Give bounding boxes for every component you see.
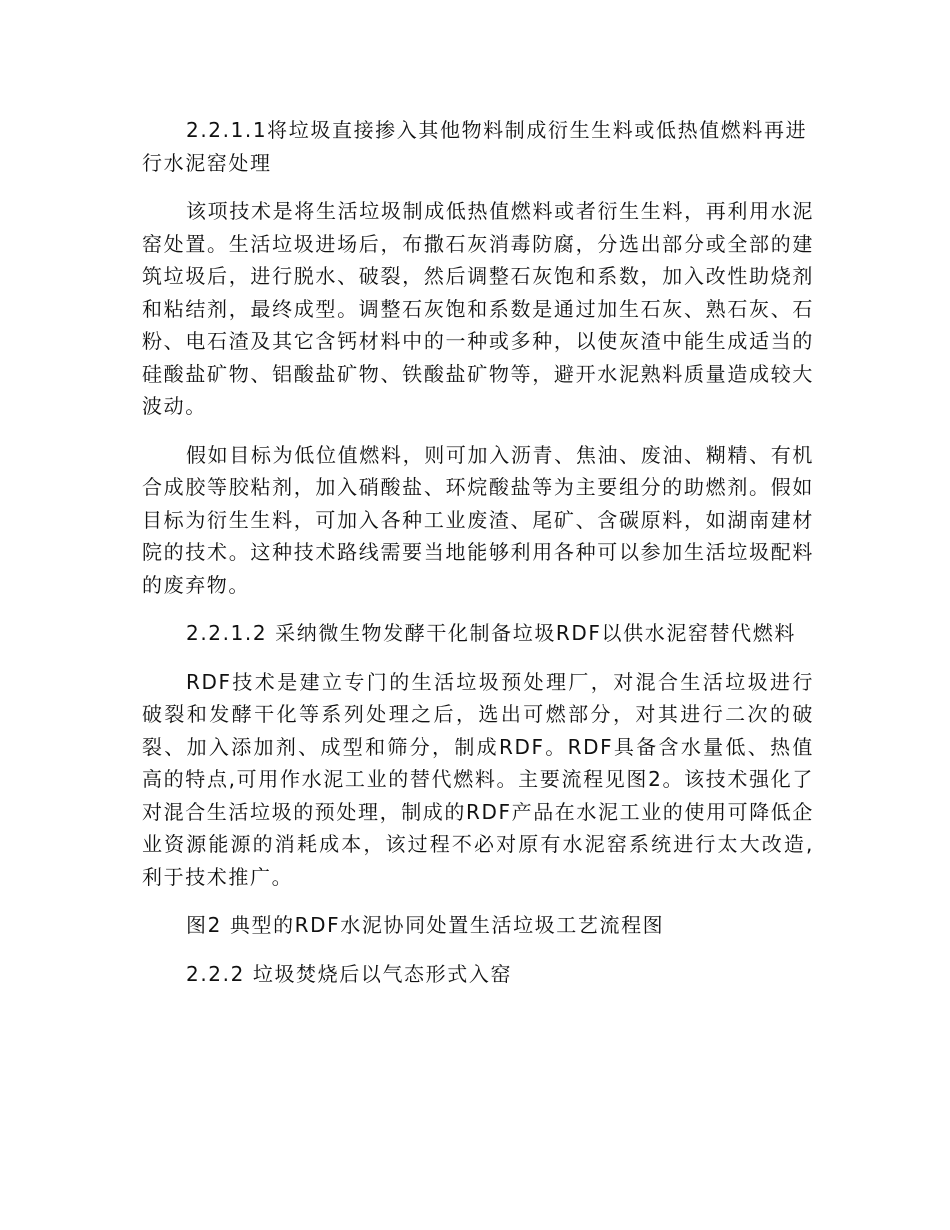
document-body (142, 114, 814, 1006)
section-heading-2-2-1-2: 2.2.1.2 采纳微生物发酵干化制备垃圾RDF以供水泥窑替代燃料 (186, 621, 796, 645)
paragraph-fuel-targets: 假如目标为低位值燃料，则可加入沥青、焦油、废油、糊精、有机合成胶等胶粘剂，加入硝酸盐、环烷酸盐等为主要组分的助燃剂。假如目标为衍生生料，可加入各种工业废渣、尾矿、含碳原料，如湖南建材院的技术。这种技术路线需要当地能够利用各种可以参加生活垃圾配料的废弃物。 (142, 442, 814, 597)
section-heading-2-2-2: 2.2.2 垃圾焚烧后以气态形式入窑 (186, 961, 513, 986)
paragraph-rdf-technology: RDF技术是建立专门的生活垃圾预处理厂，对混合生活垃圾进行破裂和发酵干化等系列处理之后，选出可燃部分，对其进行二次的破裂、加入添加剂、成型和筛分，制成RDF。RDF具备含水量低、热值高的特点,可用作水泥工业的替代燃料。主要流程见图2。该技术强化了对混合生活垃圾的预处理，制成的RDF产品在水泥工业的使用可降低企业资源能源的消耗成本，该过程不必对原有水泥窑系统进行太大改造,利于技术推广。 (142, 669, 815, 889)
figure-caption: 图2 典型的RDF水泥协同处置生活垃圾工艺流程图 (186, 913, 665, 937)
paragraph-process-description: 该项技术是将生活垃圾制成低热值燃料或者衍生生料，再利用水泥窑处置。生活垃圾进场后，布撒石灰消毒防腐，分选出部分或全部的建筑垃圾后，进行脱水、破裂，然后调整石灰饱和系数，加入改性助烧剂和粘结剂，最终成型。调整石灰饱和系数是通过加生石灰、熟石灰、石粉、电石渣及其它含钙材料中的一种或多种，以使灰渣中能生成适当的硅酸盐矿物、铝酸盐矿物、铁酸盐矿物等，避开水泥熟料质量造成较大波动。 (142, 199, 814, 418)
section-heading-2-2-1-1: 2.2.1.1将垃圾直接掺入其他物料制成衍生生料或低热值燃料再进行水泥窑处理 (142, 118, 808, 175)
